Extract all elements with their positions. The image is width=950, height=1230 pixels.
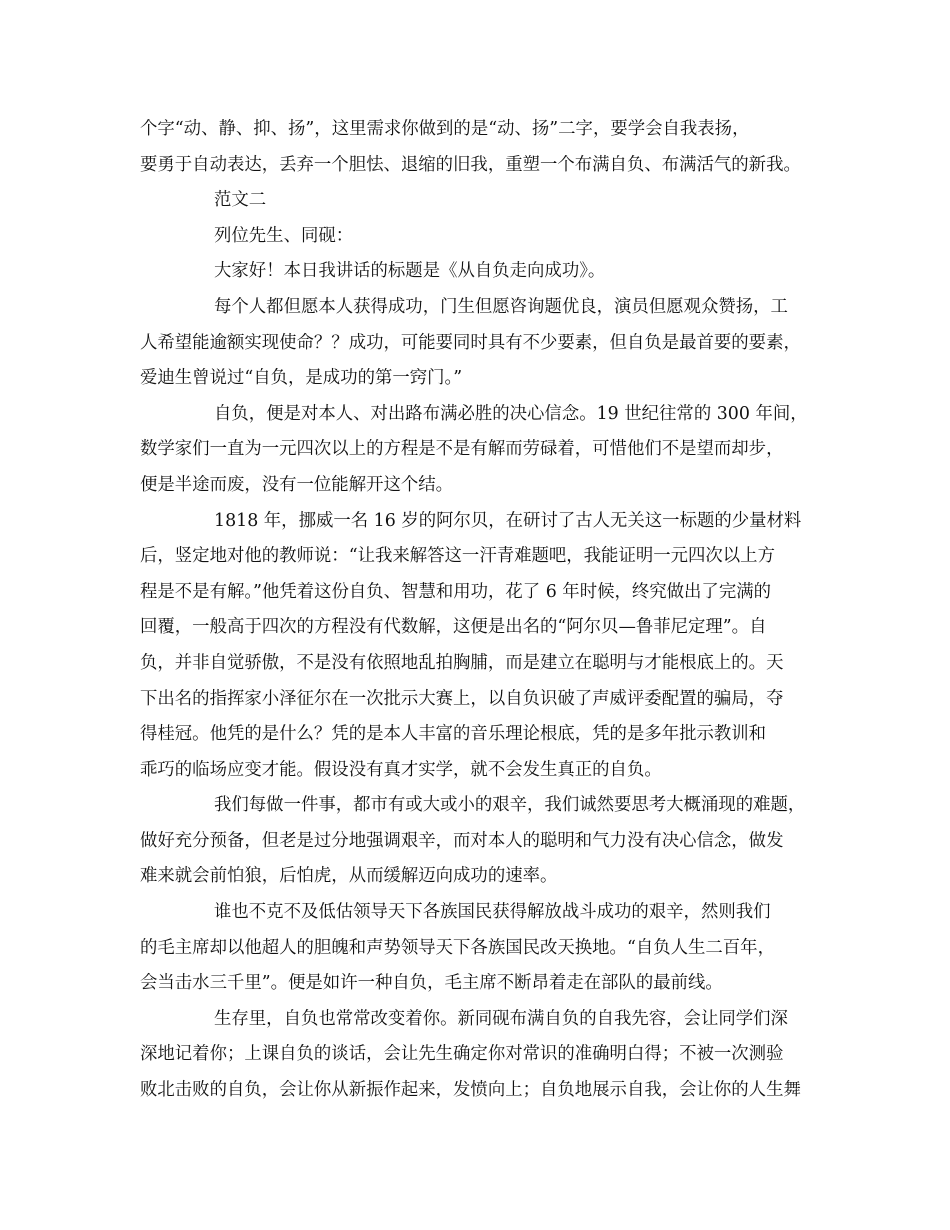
text-line: 难来就会前怕狼，后怕虎，从而缓解迈向成功的速率。: [140, 866, 558, 887]
text-line: 负，并非自觉骄傲，不是没有依照地乱拍胸脯，而是建立在聪明与才能根底上的。天: [140, 652, 784, 673]
text-line: 回覆，一般高于四次的方程没有代数解，这便是出名的“阿尔贝—鲁菲尼定理”。自: [140, 617, 767, 638]
document-body: [140, 112, 828, 1109]
text-line: 下出名的指挥家小泽征尔在一次批示大赛上，以自负识破了声威评委配置的骗局，夺: [140, 688, 784, 709]
text-line: 后，竖定地对他的教师说：“让我来解答这一汗青难题吧，我能证明一元四次以上方: [140, 546, 775, 567]
text-line: 的毛主席却以他超人的胆魄和声势领导天下各族国民改天换地。“自负人生二百年，: [140, 937, 775, 958]
text-line: 自负，便是对本人、对出路布满必胜的决心信念。19 世纪往常的 300 年间，: [214, 403, 808, 424]
text-line: 个字“动、静、抑、扬”，这里需求你做到的是“动、扬”二字，要学会自我表扬，: [140, 119, 750, 139]
text-line: 程是不是有解。”他凭着这份自负、智慧和用功，花了 6 年时候，终究做出了完满的: [140, 581, 771, 602]
text-line: 爱迪生曾说过“自负，是成功的第一窍门。”: [140, 368, 463, 389]
text-line: 做好充分预备，但老是过分地强调艰辛，而对本人的聪明和气力没有决心信念，做发: [140, 830, 784, 851]
text-line: 范文二: [214, 190, 267, 211]
text-line: 败北击败的自负，会让你从新振作起来，发愤向上；自负地展示自我，会让你的人生舞: [140, 1080, 801, 1101]
text-line: 深地记着你；上课自负的谈话，会让先生确定你对常识的准确明白得；不被一次测验: [140, 1044, 784, 1065]
text-line: 得桂冠。他凭的是什么？凭的是本人丰富的音乐理论根底，凭的是多年批示教训和: [140, 724, 767, 745]
text-line: 大家好！本日我讲话的标题是《从自负走向成功》。: [214, 261, 606, 282]
text-line: 每个人都但愿本人获得成功，门生但愿咨询题优良，演员但愿观众赞扬，工: [214, 296, 788, 317]
text-line: 1818 年，挪威一名 16 岁的阿尔贝，在研讨了古人无关这一标题的少量材料: [214, 510, 802, 531]
text-line: 我们每做一件事，都市有或大或小的艰辛，我们诚然要思考大概涌现的难题，: [214, 795, 806, 816]
text-line: 人希望能逾额实现使命？？成功，可能要同时具有不少要素，但自负是最首要的要素，: [140, 332, 801, 353]
text-line: 数学家们一直为一元四次以上的方程是不是有解而劳碌着，可惜他们不是望而却步，: [140, 439, 784, 460]
text-line: 要勇于自动表达，丢弃一个胆怯、退缩的旧我，重塑一个布满自负、布满活气的新我。: [140, 154, 801, 175]
text-line: 谁也不克不及低估领导天下各族国民获得解放战斗成功的艰辛，然则我们: [214, 902, 771, 923]
text-line: 会当击水三千里”。便是如许一种自负，毛主席不断昂着走在部队的最前线。: [140, 973, 723, 994]
text-line: 列位先生、同砚：: [214, 225, 354, 246]
text-line: 乖巧的临场应变才能。假设没有真才实学，就不会发生真正的自负。: [140, 759, 662, 780]
text-line: 生存里，自负也常常改变着你。新同砚布满自负的自我先容，会让同学们深: [214, 1008, 788, 1029]
text-line: 便是半途而废，没有一位能解开这个结。: [140, 474, 454, 495]
